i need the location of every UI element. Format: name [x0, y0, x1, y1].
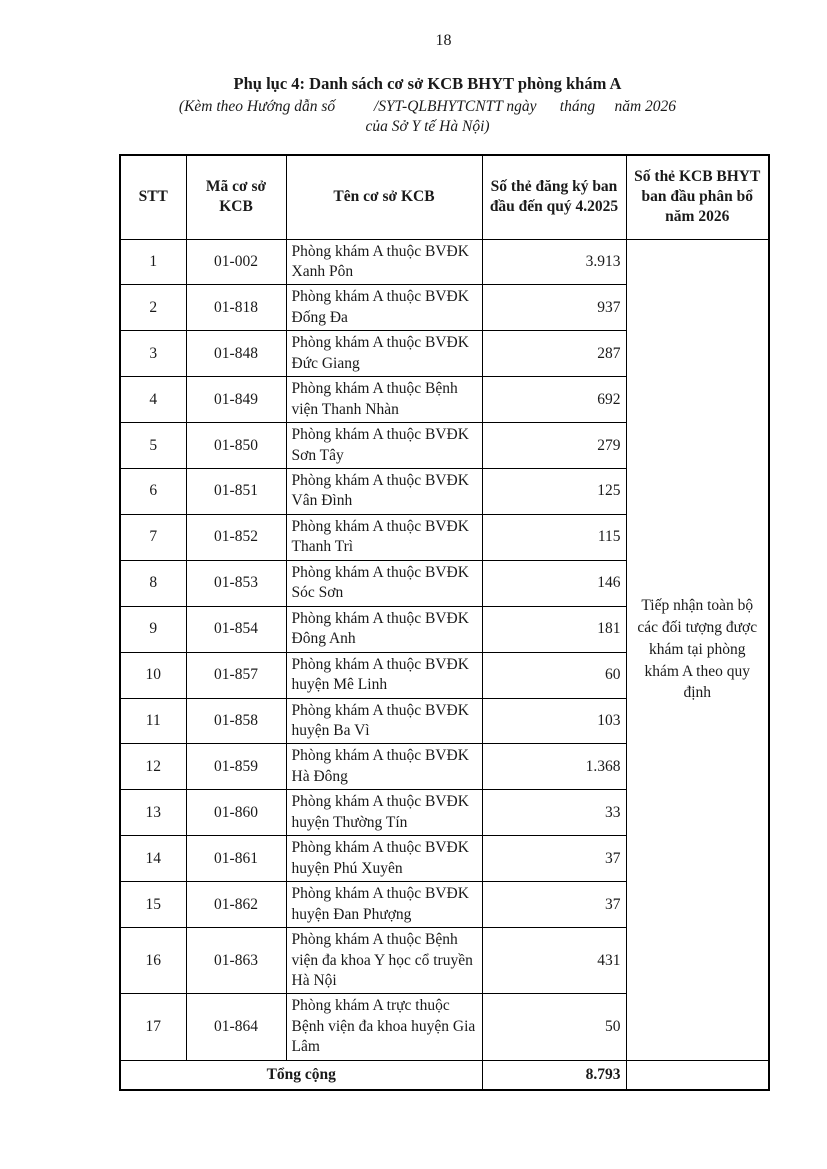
cell-code: 01-860: [186, 790, 286, 836]
cell-code: 01-850: [186, 423, 286, 469]
cell-cards: 125: [482, 469, 626, 515]
cell-name: Phòng khám A thuộc BVĐK Đống Đa: [286, 285, 482, 331]
facilities-table: [119, 154, 770, 1091]
cell-code: 01-853: [186, 560, 286, 606]
cell-code: 01-864: [186, 994, 286, 1060]
cell-code: 01-852: [186, 514, 286, 560]
cell-stt: 1: [120, 239, 186, 285]
cell-code: 01-857: [186, 652, 286, 698]
cell-code: 01-818: [186, 285, 286, 331]
cell-name: Phòng khám A thuộc BVĐK Sơn Tây: [286, 423, 482, 469]
cell-stt: 2: [120, 285, 186, 331]
cell-name: Phòng khám A thuộc BVĐK huyện Phú Xuyên: [286, 836, 482, 882]
cell-code: 01-854: [186, 606, 286, 652]
table-header-row: [120, 155, 769, 239]
cell-code: 01-851: [186, 469, 286, 515]
cell-code: 01-849: [186, 377, 286, 423]
cell-stt: 9: [120, 606, 186, 652]
column-header-cards: Số thẻ đăng ký ban đầu đến quý 4.2025: [482, 155, 626, 239]
cell-stt: 6: [120, 469, 186, 515]
cell-cards: 37: [482, 836, 626, 882]
cell-cards: 1.368: [482, 744, 626, 790]
cell-name: Phòng khám A thuộc BVĐK Vân Đình: [286, 469, 482, 515]
total-label: Tổng cộng: [120, 1060, 482, 1090]
cell-stt: 7: [120, 514, 186, 560]
cell-name: Phòng khám A thuộc BVĐK Xanh Pôn: [286, 239, 482, 285]
cell-name: Phòng khám A trực thuộc Bệnh viện đa khoa huyện Gia Lâm: [286, 994, 482, 1060]
cell-stt: 15: [120, 882, 186, 928]
cell-stt: 13: [120, 790, 186, 836]
cell-code: 01-002: [186, 239, 286, 285]
cell-stt: 12: [120, 744, 186, 790]
allocation-note-cell: Tiếp nhận toàn bộ các đối tượng được khám tại phòng khám A theo quy định: [626, 239, 769, 1060]
cell-stt: 14: [120, 836, 186, 882]
appendix-subtitle-line1: (Kèm theo Hướng dẫn số /SYT-QLBHYTCNTT ngày tháng năm 2026: [178, 98, 677, 115]
cell-stt: 17: [120, 994, 186, 1060]
cell-name: Phòng khám A thuộc BVĐK huyện Đan Phượng: [286, 882, 482, 928]
cell-code: 01-859: [186, 744, 286, 790]
cell-cards: 181: [482, 606, 626, 652]
cell-stt: 8: [120, 560, 186, 606]
column-header-allocation: Số thẻ KCB BHYT ban đầu phân bổ năm 2026: [626, 155, 769, 239]
cell-name: Phòng khám A thuộc Bệnh viện đa khoa Y học cổ truyền Hà Nội: [286, 928, 482, 994]
cell-code: 01-862: [186, 882, 286, 928]
cell-cards: 50: [482, 994, 626, 1060]
total-value: 8.793: [482, 1060, 626, 1090]
total-allocation-empty-cell: [626, 1060, 769, 1090]
cell-name: Phòng khám A thuộc BVĐK huyện Thường Tín: [286, 790, 482, 836]
cell-stt: 16: [120, 928, 186, 994]
cell-cards: 431: [482, 928, 626, 994]
cell-name: Phòng khám A thuộc BVĐK huyện Mê Linh: [286, 652, 482, 698]
cell-stt: 4: [120, 377, 186, 423]
cell-cards: 692: [482, 377, 626, 423]
cell-name: Phòng khám A thuộc BVĐK Thanh Trì: [286, 514, 482, 560]
column-header-stt: STT: [120, 155, 186, 239]
appendix-title: Phụ lục 4: Danh sách cơ sở KCB BHYT phòng khám A: [233, 74, 622, 93]
cell-code: 01-848: [186, 331, 286, 377]
page-number: 18: [435, 32, 452, 49]
cell-code: 01-861: [186, 836, 286, 882]
appendix-subtitle-line2: của Sở Y tế Hà Nội): [365, 117, 490, 135]
table-total-row: [120, 1060, 769, 1090]
cell-cards: 937: [482, 285, 626, 331]
cell-cards: 3.913: [482, 239, 626, 285]
cell-cards: 103: [482, 698, 626, 744]
cell-name: Phòng khám A thuộc BVĐK Đức Giang: [286, 331, 482, 377]
table-row: [120, 239, 769, 285]
cell-cards: 279: [482, 423, 626, 469]
cell-cards: 146: [482, 560, 626, 606]
cell-code: 01-863: [186, 928, 286, 994]
cell-cards: 115: [482, 514, 626, 560]
cell-name: Phòng khám A thuộc BVĐK Sóc Sơn: [286, 560, 482, 606]
cell-cards: 33: [482, 790, 626, 836]
cell-name: Phòng khám A thuộc BVĐK Đông Anh: [286, 606, 482, 652]
cell-stt: 11: [120, 698, 186, 744]
column-header-code: Mã cơ sở KCB: [186, 155, 286, 239]
cell-name: Phòng khám A thuộc Bệnh viện Thanh Nhàn: [286, 377, 482, 423]
cell-name: Phòng khám A thuộc BVĐK huyện Ba Vì: [286, 698, 482, 744]
cell-cards: 60: [482, 652, 626, 698]
cell-stt: 10: [120, 652, 186, 698]
cell-code: 01-858: [186, 698, 286, 744]
cell-cards: 287: [482, 331, 626, 377]
cell-name: Phòng khám A thuộc BVĐK Hà Đông: [286, 744, 482, 790]
cell-stt: 3: [120, 331, 186, 377]
document-header: [60, 74, 795, 137]
cell-stt: 5: [120, 423, 186, 469]
column-header-name: Tên cơ sở KCB: [286, 155, 482, 239]
cell-cards: 37: [482, 882, 626, 928]
